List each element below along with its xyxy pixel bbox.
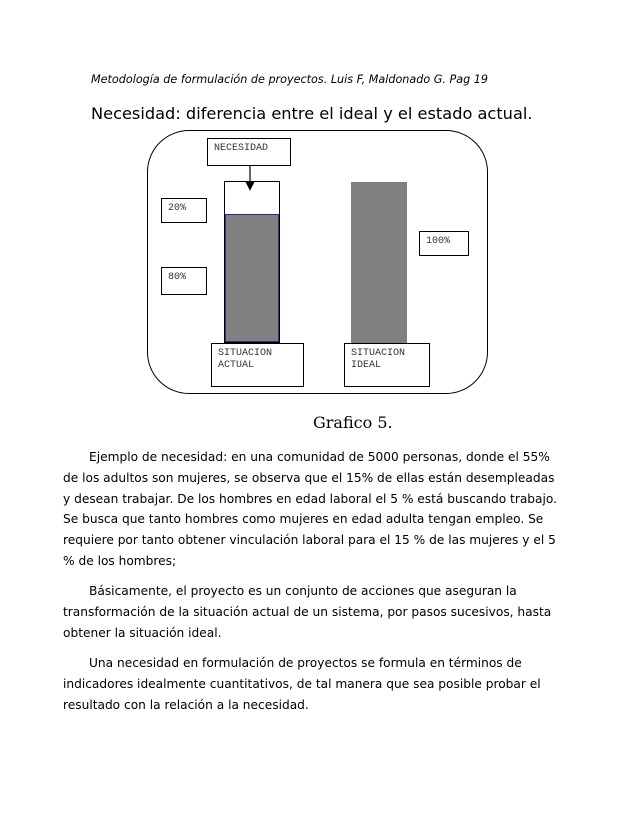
ideal-situation-label: SITUACION IDEAL — [344, 343, 430, 387]
figure-caption: Grafico 5. — [313, 413, 393, 432]
pct-20-box: 20% — [161, 198, 207, 223]
paragraph-example: Ejemplo de necesidad: en una comunidad de 5000 personas, donde el 55% de los adultos son mujeres, se observa que el 15% de ellas están desempleadas y desean trabajar. De los hombres en edad laboral el 5 % está buscando trabajo. Se busca que tanto hombres como mujeres en edad adulta tengan empleo. Se requiere por tanto obtener vinculación laboral para el 15 % de las mujeres y el 5 % de los hombres; — [63, 450, 558, 568]
need-label-box: NECESIDAD — [207, 138, 291, 166]
actual-situation-label: SITUACION ACTUAL — [211, 343, 304, 387]
page-header: Metodología de formulación de proyectos. Luis F, Maldonado G. Pag 19 — [91, 73, 489, 86]
paragraph-need: Una necesidad en formulación de proyectos se formula en términos de indicadores idealmente cuantitativos, de tal manera que sea posible probar el resultado con la relación a la necesidad. — [63, 656, 541, 712]
pct-100-box: 100% — [419, 231, 469, 256]
pct-80-box: 80% — [161, 267, 207, 295]
paragraph-project: Básicamente, el proyecto es un conjunto de acciones que aseguran la transformación de la situación actual de un sistema, por pasos sucesivos, hasta obtener la situación ideal. — [63, 584, 552, 640]
section-heading: Necesidad: diferencia entre el ideal y el estado actual. — [91, 104, 533, 123]
